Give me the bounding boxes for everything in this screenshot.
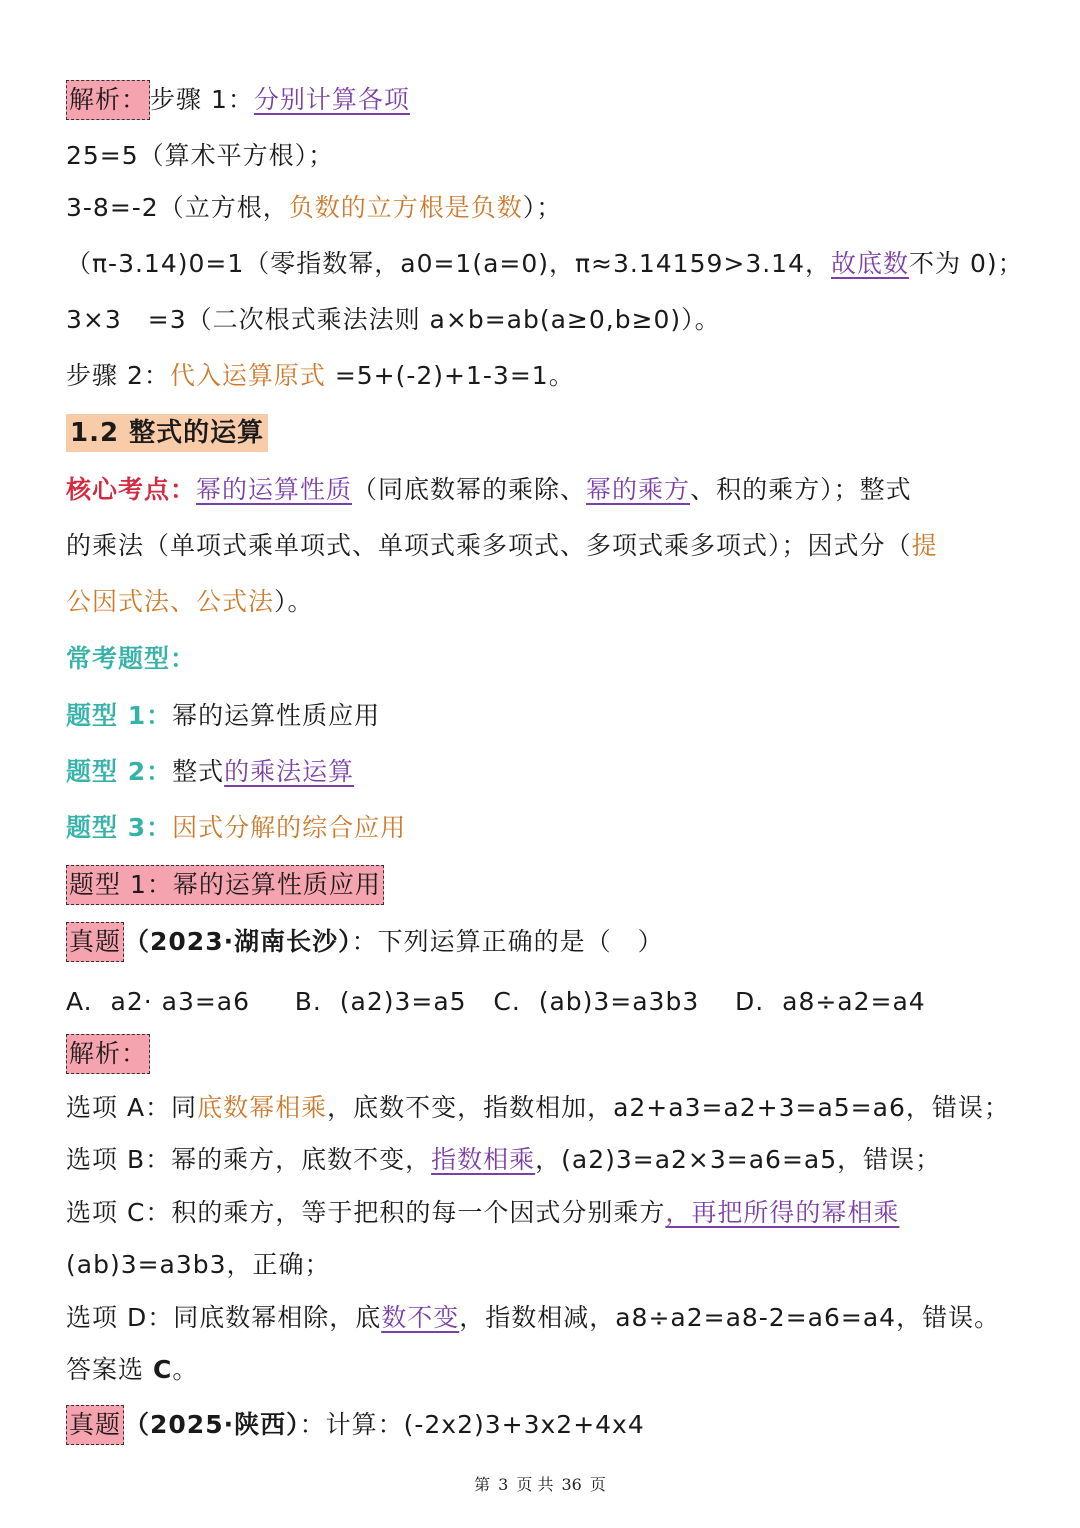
exam-tag: 真题 <box>66 1405 124 1445</box>
option-c-analysis-cont: (ab)3=a3b3，正确； <box>66 1250 331 1279</box>
core-points-line2: 的乘法（单项式乘单项式、单项式乘多项式、多项式乘多项式）；因式分（提 <box>66 531 938 560</box>
radical-line: 3×3 =3（二次根式乘法法则 a×b=ab(a≥0,b≥0)）。 <box>66 305 721 334</box>
question1-line: 真题 （2023·湖南长沙）：下列运算正确的是（ ） <box>66 922 1040 962</box>
question2-line: 真题 （2025·陕西）：计算：(-2x2)3+3x2+4x4 <box>66 1405 1040 1445</box>
zero-exponent-line: （π-3.14)0=1（零指数幂，a0=1(a=0)，π≈3.14159>3.14，故底数不为 0)； <box>66 249 1024 278</box>
base-highlight: 故底数 <box>831 249 910 278</box>
type2-item: 题型 2：整式的乘法运算 <box>66 757 355 786</box>
answer-line: 答案选 C。 <box>66 1355 199 1384</box>
section-title-line <box>66 413 1040 453</box>
cube-root-line: 3-8=-2（立方根，负数的立方根是负数）； <box>66 193 563 222</box>
type3-item: 题型 3：因式分解的综合应用 <box>66 813 407 842</box>
option-d-analysis: 选项 D：同底数幂相除，底数不变，指数相减，a8÷a2=a8-2=a6=a4，错误。 <box>66 1303 1001 1332</box>
page-number: 3 <box>498 1475 509 1494</box>
step2-highlight: 代入运算原式 <box>169 361 326 390</box>
question1-options: A. a2· a3=a6 B. (a2)3=a5 C. (ab)3=a3b3 D. a8÷a2=a4 <box>66 987 926 1016</box>
option-b-analysis: 选项 B：幂的乘方，底数不变，指数相乘，(a2)3=a2×3=a6=a5，错误； <box>66 1145 942 1174</box>
core-points-line1: 核心考点：幂的运算性质（同底数幂的乘除、幂的乘方、积的乘方）；整式 <box>66 475 912 504</box>
type1-header-line <box>66 865 1040 905</box>
question2-source: （2025·陕西） <box>124 1410 300 1439</box>
common-types-label: 常考题型： <box>66 644 197 673</box>
core-points-line3: 公因式法、公式法）。 <box>66 587 314 616</box>
step-label: 步骤 1： <box>150 85 254 114</box>
exam-tag: 真题 <box>66 922 124 962</box>
answer-choice: C <box>152 1355 173 1384</box>
page-total: 36 <box>561 1475 582 1494</box>
step1-highlight: 分别计算各项 <box>253 85 410 114</box>
type1-item: 题型 1：幂的运算性质应用 <box>66 701 381 730</box>
analysis-tag: 解析： <box>66 80 150 120</box>
type1-header: 题型 1：幂的运算性质应用 <box>66 865 384 905</box>
option-c-analysis: 选项 C：积的乘方，等于把积的每一个因式分别乘方，再把所得的幂相乘 <box>66 1198 900 1227</box>
cube-root-highlight: 负数的立方根是负数 <box>288 193 523 222</box>
analysis-step1 <box>66 80 1040 120</box>
page-footer: 第 3 页 共 36 页 <box>474 1475 606 1494</box>
question1-source: （2023·湖南长沙） <box>124 927 352 956</box>
option-a-analysis: 选项 A：同底数幂相乘，底数不变，指数相加，a2+a3=a2+3=a5=a6，错误； <box>66 1093 1010 1122</box>
core-label: 核心考点： <box>66 475 197 504</box>
analysis-tag: 解析： <box>66 1034 150 1074</box>
analysis2-tag-line <box>66 1034 1040 1074</box>
sqrt-line: 25=5（算术平方根）； <box>66 141 335 170</box>
section-title: 1.2 整式的运算 <box>66 414 268 452</box>
analysis-step2: 步骤 2：代入运算原式 =5+(-2)+1-3=1。 <box>66 361 575 390</box>
